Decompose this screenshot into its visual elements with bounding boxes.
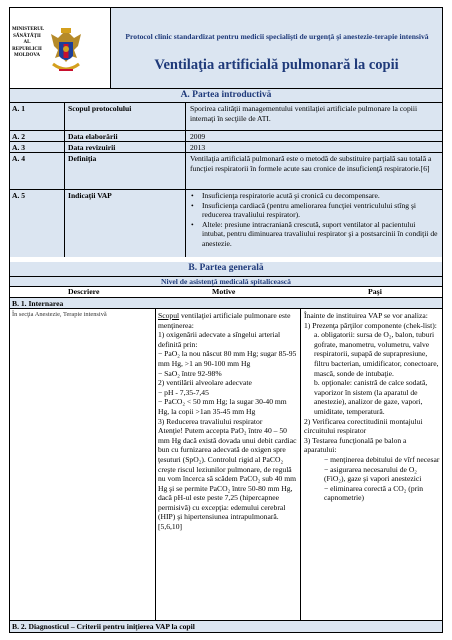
step-line: 2) Verificarea corectitudinii montajului circuitului respirator bbox=[304, 416, 423, 436]
ministry-name: MINISTERUL SĂNĂTĂŢII AL REPUBLICII MOLDOVA bbox=[12, 27, 45, 58]
motive-line: − pH - 7,35-7,45 bbox=[158, 387, 209, 397]
header-title-area bbox=[111, 8, 442, 88]
step-line: − eliminarea corectă a CO₂ (prin capnometrie) bbox=[324, 483, 424, 503]
step-line: Înainte de instituirea VAP se vor analiza: bbox=[304, 311, 428, 320]
motive-line: 1) oxigenării adecvate a sîngelui arterial definită prin: bbox=[158, 330, 281, 349]
b1-motives bbox=[158, 311, 298, 532]
indications-list bbox=[190, 191, 438, 249]
col-steps: Paşi bbox=[368, 287, 382, 296]
row-code: A. 2 bbox=[12, 132, 26, 141]
b2-bar bbox=[10, 620, 442, 633]
row-value: 2013 bbox=[190, 143, 206, 152]
moldova-coat-of-arms-icon bbox=[45, 26, 87, 80]
motive-line: − PaO₂ la nou născut 80 mm Hg; sugar 85-95 mm Hg, >1 an 90-100 mm Hg bbox=[158, 349, 297, 368]
row-value: Sporirea calităţii managementului ventilaţiei artificiale pulmonare la copiii internaţi în secţiile de ATI. bbox=[190, 104, 418, 123]
motive-line: − PaCO₂ < 50 mm Hg; la sugar 30-40 mm Hg, la copii >1an 35-45 mm Hg bbox=[158, 397, 287, 416]
motive-line: 2) ventilării alveolare adecvate bbox=[158, 378, 252, 388]
list-item: • Altele: presiune intracraniană crescută, suport ventilator al pacientului intubat, pentru diminuarea travaliului respirator şi a postsarcinii în condiţii de anestezie. bbox=[190, 220, 438, 249]
step-line: 3) Testarea funcţională pe balon a aparatului: bbox=[304, 435, 407, 455]
column-headers bbox=[10, 286, 442, 297]
page-header bbox=[10, 8, 442, 88]
row-code: A. 1 bbox=[12, 104, 26, 113]
step-line: a. obligatorii: sursa de O₂, balon, tuburi gofrate, manometru, volumetru, valve respiratorii, supapă de suprapresiune, filtru bacterian, umidificator, conectoare, mască, sonde de intubaţie. bbox=[314, 330, 439, 378]
row-value: 2009 bbox=[190, 132, 206, 141]
part-a-title: A. Partea introductivă bbox=[10, 88, 442, 102]
row-code: A. 4 bbox=[12, 154, 26, 163]
care-level: Nivel de asistenţă medicală spitalicească bbox=[161, 277, 291, 286]
b1-description: În secţia Anestezie, Terapie intensivă bbox=[12, 311, 107, 318]
ministry-logo-box bbox=[10, 8, 111, 88]
col-motives: Motive bbox=[212, 287, 236, 296]
b1-bar bbox=[10, 297, 442, 308]
step-line: b. opţionale: canistră de calce sodată, vaporizor în sistem (la aparatul de anestezie), analizor de gaze, vapori, umiditate, temperatură. bbox=[314, 378, 428, 416]
care-level-bar bbox=[10, 276, 442, 286]
row-a4 bbox=[10, 152, 442, 189]
row-label: Definiţia bbox=[68, 154, 97, 163]
motive-line: Atenţie! Putem accepta PaO₂ între 40 – 50 mm Hg dacă există dovada unui debit cardiac bun cu furnizarea adecvată de oxigen spre ţesuturi (SpO₂). Controlul rigid al PaCO₂ creşte riscul leziunilor pulmonare, de regulă nu vom încerca să scădem PaCO₂ sub 40 mm Hg şi se permite PaCO₂ între 50-80 mm Hg, dacă pH-ul este peste 7,25 (hipercapnee permisivă) cu excepţia: edemului cerebral (HIP) şi hipertensiunea intrapulmonară. [5,6,10] bbox=[158, 426, 297, 532]
motive-line: − SaO₂ între 92-98% bbox=[158, 368, 222, 378]
list-item: • Insuficienţa respiratorie acută şi cronică cu decompensare. bbox=[190, 191, 438, 201]
step-line: 1) Prezenţa părţilor componente (chek-list): bbox=[304, 320, 437, 330]
step-line: − asigurarea necesarului de O₂ (FiO₂), gaze şi vapori anestezici bbox=[324, 464, 422, 484]
row-code: A. 5 bbox=[12, 191, 26, 200]
row-label: Data revizuirii bbox=[68, 143, 116, 152]
row-a3 bbox=[10, 141, 442, 152]
row-code: A. 3 bbox=[12, 143, 26, 152]
row-a5 bbox=[10, 189, 442, 257]
page-title: Ventilaţia artificială pulmonară la copii bbox=[154, 57, 399, 73]
row-a2 bbox=[10, 130, 442, 141]
motive-line: Scopul ventilaţiei artificiale pulmonare este menţinerea: bbox=[158, 311, 291, 330]
row-label: Indicaţii VAP bbox=[68, 191, 112, 200]
b1-steps bbox=[304, 311, 440, 503]
b1-body bbox=[10, 308, 442, 623]
row-label: Scopul protocolului bbox=[68, 104, 132, 113]
part-b-title: B. Partea generală bbox=[10, 262, 442, 276]
col-description: Descriere bbox=[68, 287, 100, 296]
row-value: Ventilaţia artificială pulmonară este o metodă de substituire parţială sau totală a funcţiei respiratorii în formele acute sau cronice de insuficienţă respiratorie.[6] bbox=[190, 154, 432, 173]
b1-title: B. 1. Internarea bbox=[12, 299, 64, 308]
step-line: − menţinerea debitului de vîrf necesar bbox=[324, 454, 440, 464]
list-item: • Insuficienţa cardiacă (pentru ameliorarea funcţiei ventriculului stîng şi reducerea travaliului respirator). bbox=[190, 201, 438, 220]
b2-title: B. 2. Diagnosticul – Criterii pentru iniţierea VAP la copil bbox=[12, 622, 195, 631]
row-label: Data elaborării bbox=[68, 132, 118, 141]
protocol-frame bbox=[9, 7, 443, 633]
row-a1 bbox=[10, 102, 442, 130]
protocol-subtitle: Protocol clinic standardizat pentru medicii specialişti de urgenţă şi anestezie-terapie intensivă bbox=[125, 32, 429, 41]
motive-line: 3) Reducerea travaliului respirator bbox=[158, 416, 263, 426]
